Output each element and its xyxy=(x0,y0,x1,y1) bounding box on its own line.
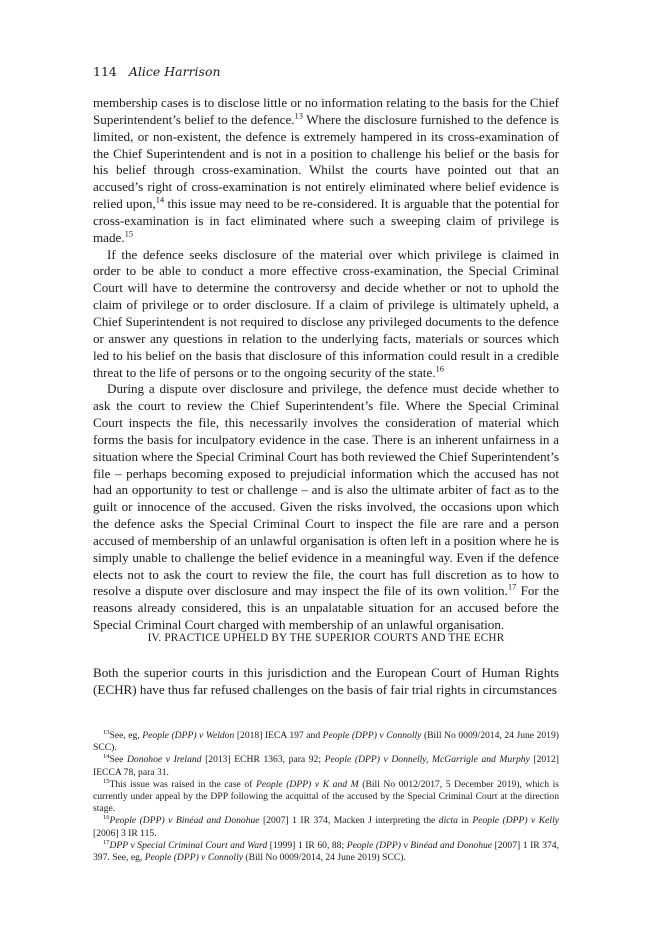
case-name: People (DPP) v Weldon xyxy=(142,730,235,741)
page-number: 114 xyxy=(93,64,117,79)
case-name: People (DPP) v Kelly xyxy=(472,815,560,827)
latin-term: dicta xyxy=(438,815,458,827)
case-name: People (DPP) v Connolly xyxy=(322,730,422,741)
section-heading: IV. PRACTICE UPHELD BY THE SUPERIOR COURTS AND THE ECHR xyxy=(147,632,505,644)
text: in xyxy=(457,815,473,827)
text: [2018] IECA 197 and xyxy=(234,730,323,741)
footnote-ref-13[interactable]: 13 xyxy=(294,110,304,121)
case-name: Donohoe v Ireland xyxy=(126,754,202,766)
body-text xyxy=(93,95,559,634)
text: [2013] ECHR 1363, para 92; xyxy=(201,754,325,766)
text: During a dispute over disclosure and privilege, the defence must decide whether to ask the court to review the Chief Superintendent’s file. Where the Special Criminal Court inspects the file, this necessarily involves the consideration of material which forms the basis for inculpatory evidence in the case. There is an inherent unfairness in a situation where the Special Criminal Court has both reviewed the Chief Superintendent’s file – perhaps becoming exposed to prejudicial information which the accused has not had an opportunity to test or challenge – and is also the ultimate arbiter of fact as to the guilt or innocence of the accused. Given the risks involved, the occasions upon which the defence asks the Special Criminal Court to inspect the file are rare and a person accused of membership of an unlawful organisation is often left in a position where he is simply unable to challenge the belief evidence in a meaningful way. Even if the defence elects not to ask the court to review the file, the court has full discretion as to how to resolve a dispute over disclosure and may inspect the file of its own volition. xyxy=(93,381,559,599)
running-head-author: Alice Harrison xyxy=(128,64,221,79)
paragraph-4: Both the superior courts in this jurisdiction and the European Court of Human Rights (ECHR) have thus far refused challenges on the basis of fair trial rights in circumstances xyxy=(93,665,559,697)
text: [2007] 1 IR 374, 397. See, eg, xyxy=(93,839,559,864)
text: this issue may need to be re-considered. It is arguable that the potential for cross-examination is in fact eliminated where such a sweeping claim of privilege is made. xyxy=(93,196,559,245)
text: This issue was raised in the case of xyxy=(109,778,256,790)
footnote-number: 16 xyxy=(103,814,110,822)
footnote-ref-15[interactable]: 15 xyxy=(124,228,134,239)
running-head xyxy=(93,64,221,79)
paragraph-1 xyxy=(93,95,559,247)
text: [2006] 3 IR 115. xyxy=(93,827,157,839)
footnote-13 xyxy=(93,730,559,754)
footnote-number: 14 xyxy=(103,753,110,761)
case-name: People (DPP) v K and M xyxy=(255,778,359,790)
footnote-ref-16[interactable]: 16 xyxy=(435,363,445,374)
text: (Bill No 0009/2014, 24 June 2019) SCC). xyxy=(93,730,559,754)
footnote-ref-17[interactable]: 17 xyxy=(507,582,517,593)
case-name: People (DPP) v Binéad and Donohue xyxy=(346,839,493,851)
footnote-17 xyxy=(93,840,559,864)
text: If the defence seeks disclosure of the material over which privilege is claimed in order to be able to conduct a more effective cross-examination, the Special Criminal Court will have to determine the controversy and decide whether or not to uphold the claim of privilege or to order disclosure. If a claim of privilege is ultimately upheld, a Chief Superintendent is not required to disclose any privileged documents to the defence or answer any questions in relation to the underlying facts, materials or sources which led to his belief on the basis that disclosure of this information could result in a credible threat to the life of persons or to the ongoing security of the state. xyxy=(93,246,559,380)
text: [1999] 1 IR 60, 88; xyxy=(267,839,347,851)
footnote-number: 17 xyxy=(103,838,110,846)
text: [2007] 1 IR 374, Macken J interpreting the xyxy=(259,815,439,827)
footnote-15 xyxy=(93,779,559,816)
footnote-16 xyxy=(93,815,559,839)
text: For the reasons already considered, this is an unpalatable situation for an accused before the Special Criminal Court charged with membership of an unlawful organisation. xyxy=(93,583,560,633)
text: See, eg, xyxy=(109,730,143,741)
text: [2012] IECCA 78, para 31. xyxy=(93,754,559,778)
footnote-number: 15 xyxy=(103,777,110,785)
case-name: DPP v Special Criminal Court and Ward xyxy=(109,839,268,851)
case-name: People (DPP) v Connolly xyxy=(144,852,244,864)
text: (Bill No 0009/2014, 24 June 2019) SCC). xyxy=(243,852,406,864)
footnote-14 xyxy=(93,754,559,778)
footnotes xyxy=(93,730,559,864)
text: (Bill No 0012/2017, 5 December 2019), which is currently under appeal by the DPP following the acquittal of the accused by the Special Criminal Court at the direction stage. xyxy=(93,778,559,815)
footnote-ref-14[interactable]: 14 xyxy=(155,194,165,205)
paragraph-3 xyxy=(93,381,559,634)
text: Where the disclosure furnished to the defence is limited, or non-existent, the defence is extremely hampered in its cross-examination of the Chief Superintendent and is not in a position to challenge his belief or the basis for his belief through cross-examination. Whilst the courts have pointed out that an accused’s right of cross-examination is not entirely eliminated where belief evidence is relied upon, xyxy=(93,111,560,212)
case-name: People (DPP) v Donnelly, McGarrigle and Murphy xyxy=(324,754,530,766)
case-name: People (DPP) v Binéad and Donohue xyxy=(109,815,260,827)
text: membership cases is to disclose little or no information relating to the basis for the Chief Superintendent’s belief to the defence. xyxy=(93,95,559,127)
paragraph-2 xyxy=(93,247,559,382)
footnote-number: 13 xyxy=(103,728,110,736)
text: See xyxy=(109,754,127,766)
